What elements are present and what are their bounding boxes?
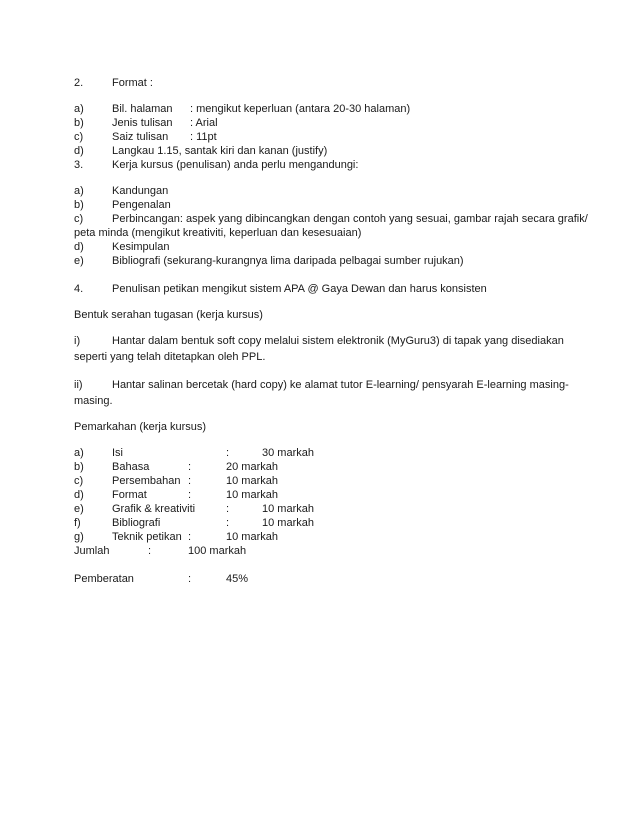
item-label: ii) <box>74 379 83 391</box>
marking-criterion: Grafik & kreativiti <box>112 503 196 515</box>
marking-marks: 10 markah <box>226 489 278 501</box>
item-text: Bibliografi (sekurang-kurangnya lima daripada pelbagai sumber rujukan) <box>112 255 464 267</box>
item-text: Kandungan <box>112 185 169 197</box>
item-text-continuation: peta minda (mengikut kreativiti, keperluan dan kesesuaian) <box>74 227 362 239</box>
section-heading: Kerja kursus (penulisan) anda perlu mengandungi: <box>112 159 359 171</box>
item-text: Hantar salinan bercetak (hard copy) ke alamat tutor E-learning/ pensyarah E-learning masing- <box>112 379 569 391</box>
marking-criterion: Bibliografi <box>112 517 161 529</box>
marking-label: f) <box>74 517 81 529</box>
item-label: b) <box>74 199 84 211</box>
section-text: Penulisan petikan mengikut sistem APA @ Gaya Dewan dan harus konsisten <box>112 283 487 295</box>
marking-label: c) <box>74 475 84 487</box>
marking-label: e) <box>74 503 84 515</box>
section-number: 3. <box>74 159 84 171</box>
item-text-continuation: masing. <box>74 395 113 407</box>
marking-criterion: Persembahan <box>112 475 181 487</box>
item-text: Perbincangan: aspek yang dibincangkan dengan contoh yang sesuai, gambar rajah secara grafik/ <box>112 213 588 225</box>
item-name: Jenis tulisan <box>112 117 173 129</box>
marking-label: g) <box>74 531 84 543</box>
section-heading: Pemarkahan (kerja kursus) <box>74 421 207 433</box>
marking-marks: 10 markah <box>226 531 278 543</box>
item-label: a) <box>74 185 84 197</box>
item-text: Kesimpulan <box>112 241 170 253</box>
item-label: d) <box>74 241 84 253</box>
section-heading: Bentuk serahan tugasan (kerja kursus) <box>74 309 263 321</box>
item-text: Langkau 1.15, santak kiri dan kanan (justify) <box>112 145 328 157</box>
item-label: b) <box>74 117 84 129</box>
item-text-continuation: seperti yang telah ditetapkan oleh PPL. <box>74 351 266 363</box>
item-label: d) <box>74 145 84 157</box>
item-value: : 11pt <box>190 131 217 143</box>
item-value: : mengikut keperluan (antara 20-30 halaman) <box>190 103 411 115</box>
section-heading: Format : <box>112 77 153 89</box>
marking-criterion: Bahasa <box>112 461 150 473</box>
marking-separator: : <box>226 447 230 459</box>
marking-criterion: Teknik petikan <box>112 531 182 543</box>
marking-criterion: Isi <box>112 447 123 459</box>
marking-label: b) <box>74 461 84 473</box>
item-label: c) <box>74 131 84 143</box>
marking-separator: : <box>188 531 192 543</box>
weight-value: 45% <box>226 573 249 585</box>
marking-label: d) <box>74 489 84 501</box>
marking-marks: 10 markah <box>262 517 314 529</box>
total-label: Jumlah <box>74 545 110 557</box>
marking-separator: : <box>188 475 192 487</box>
total-value: 100 markah <box>188 545 247 557</box>
section-number: 4. <box>74 283 84 295</box>
marking-separator: : <box>226 517 230 529</box>
marking-marks: 10 markah <box>226 475 278 487</box>
marking-marks: 30 markah <box>262 447 314 459</box>
item-text: Pengenalan <box>112 199 171 211</box>
section-number: 2. <box>74 77 84 89</box>
marking-label: a) <box>74 447 84 459</box>
item-text: Hantar dalam bentuk soft copy melalui sistem elektronik (MyGuru3) di tapak yang disediakan <box>112 335 564 347</box>
item-label: c) <box>74 213 84 225</box>
item-label: a) <box>74 103 84 115</box>
weight-label: Pemberatan <box>74 573 134 585</box>
marking-marks: 10 markah <box>262 503 314 515</box>
item-value: : Arial <box>190 117 218 129</box>
weight-separator: : <box>188 573 192 585</box>
item-label: e) <box>74 255 84 267</box>
marking-marks: 20 markah <box>226 461 278 473</box>
marking-separator: : <box>226 503 230 515</box>
marking-separator: : <box>188 489 192 501</box>
item-name: Bil. halaman <box>112 103 173 115</box>
item-name: Saiz tulisan <box>112 131 169 143</box>
marking-criterion: Format <box>112 489 147 501</box>
marking-separator: : <box>188 461 192 473</box>
item-label: i) <box>74 335 81 347</box>
total-separator: : <box>148 545 152 557</box>
